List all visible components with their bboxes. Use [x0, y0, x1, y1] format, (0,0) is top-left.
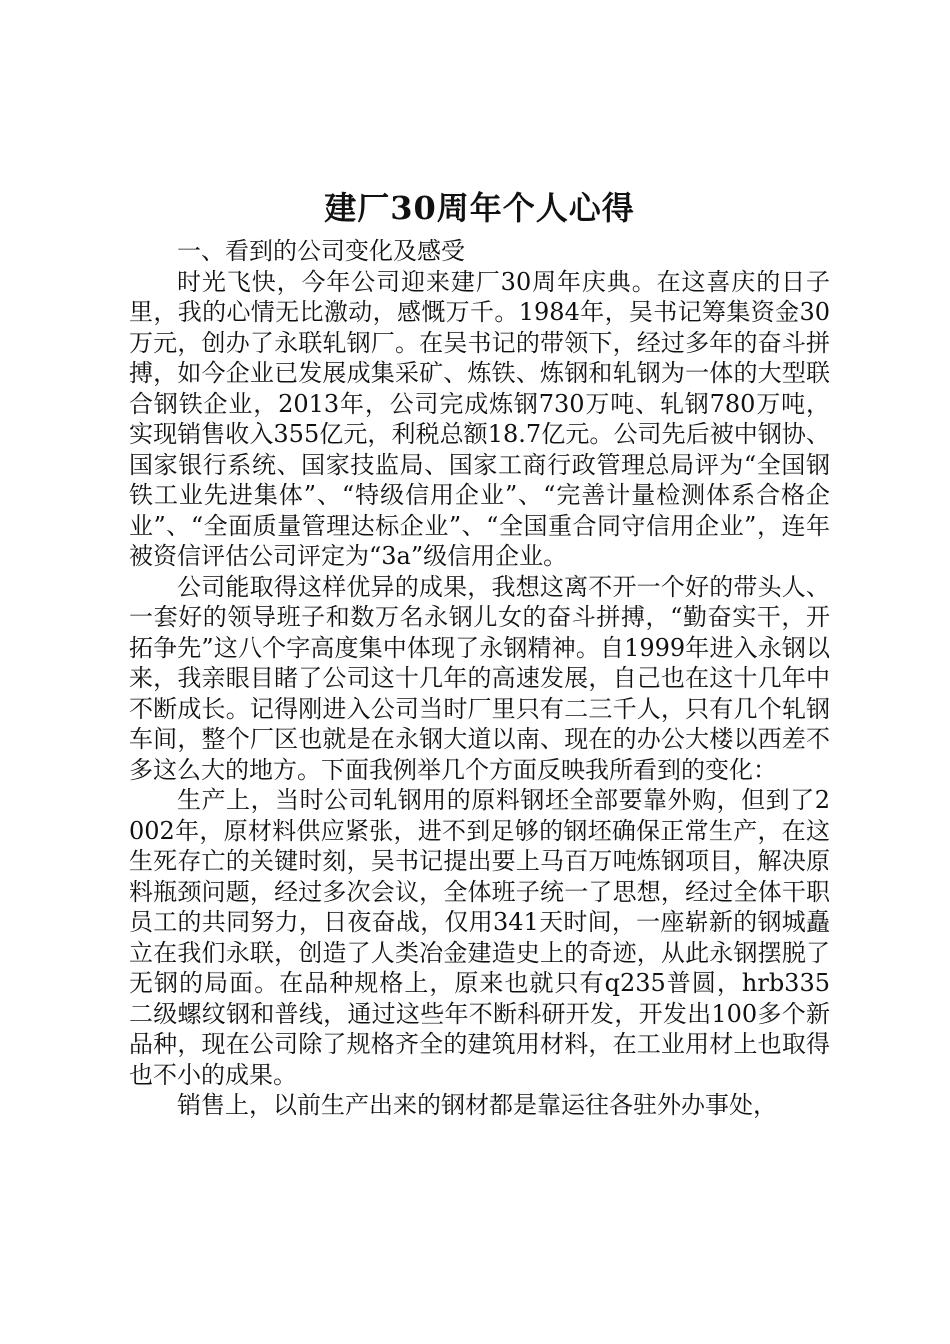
paragraph-2: 公司能取得这样优异的成果，我想这离不开一个好的带头人、一套好的领导班子和数万名永钢儿女的奋斗拼搏，“勤奋实干，开拓争先”这八个字高度集中体现了永钢精神。自1999年进入永钢以来，我亲眼目睹了公司这十几年的高速发展，自己也在这十几年中不断成长。记得刚进入公司当时厂里只有二三千人，只有几个轧钢车间，整个厂区也就是在永钢大道以南、现在的办公大楼以西差不多这么大的地方。下面我例举几个方面反映我所看到的变化：	[129, 572, 830, 784]
paragraph-3: 生产上，当时公司轧钢用的原料钢坯全部要靠外购，但到了2002年，原材料供应紧张，进不到足够的钢坯确保正常生产，在这生死存亡的关键时刻，吴书记提出要上马百万吨炼钢项目，解决原料瓶颈问题，经过多次会议，全体班子统一了思想，经过全体干职员工的共同努力，日夜奋战，仅用341天时间，一座崭新的钢城矗立在我们永联，创造了人类冶金建造史上的奇迹，从此永钢摆脱了无钢的局面。在品种规格上，原来也就只有q235普圆，hrb335二级螺纹钢和普线，通过这些年不断科研开发，开发出100多个新品种，现在公司除了规格齐全的建筑用材料，在工业用材上也取得也不小的成果。	[129, 786, 830, 1089]
document-title: 建厂30周年个人心得	[324, 189, 635, 227]
paragraph-4: 销售上，以前生产出来的钢材都是靠运往各驻外办事处，	[177, 1091, 777, 1119]
paragraph-1: 时光飞快，今年公司迎来建厂30周年庆典。在这喜庆的日子里，我的心情无比激动，感慨万千。1984年，吴书记筹集资金30万元，创办了永联轧钢厂。在吴书记的带领下，经过多年的奋斗拼搏，如今企业已发展成集采矿、炼铁、炼钢和轧钢为一体的大型联合钢铁企业，2013年，公司完成炼钢730万吨、轧钢780万吨，实现销售收入355亿元，利税总额18.7亿元。公司先后被中钢协、国家银行系统、国家技监局、国家工商行政管理总局评为“全国钢铁工业先进集体”、“特级信用企业”、“完善计量检测体系合格企业”、“全面质量管理达标企业”、“全国重合同守信用企业”，连年被资信评估公司评定为“3a”级信用企业。	[129, 267, 830, 570]
document-page	[129, 180, 830, 1121]
section-heading: 一、看到的公司变化及感受	[177, 237, 465, 265]
